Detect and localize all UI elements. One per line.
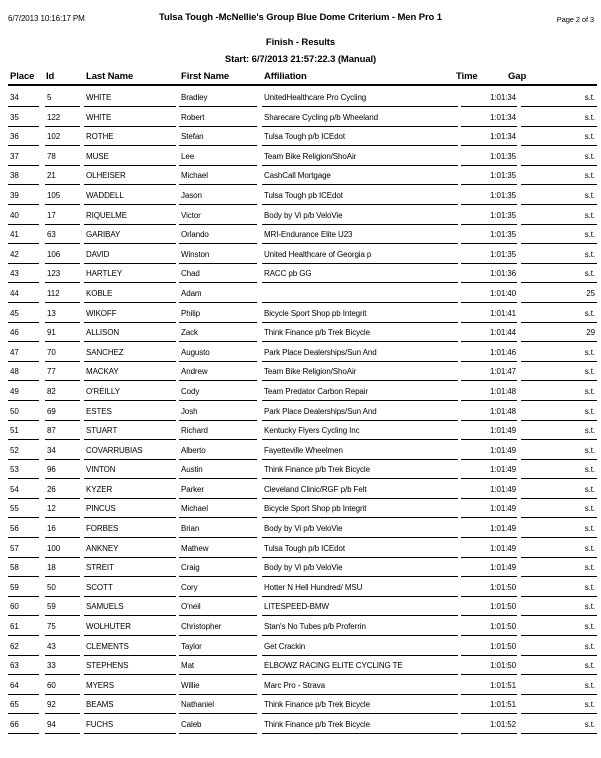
cell-affiliation: CashCall Mortgage bbox=[262, 167, 458, 185]
cell-time: 1:01:35 bbox=[461, 187, 517, 205]
cell-first-name: Lee bbox=[179, 148, 257, 166]
cell-time: 1:01:50 bbox=[461, 598, 517, 616]
table-row bbox=[0, 167, 601, 187]
cell-time: 1:01:51 bbox=[461, 677, 517, 695]
cell-time: 1:01:34 bbox=[461, 128, 517, 146]
cell-place: 39 bbox=[8, 187, 39, 205]
cell-affiliation: Kentucky Flyers Cycling Inc bbox=[262, 422, 458, 440]
cell-affiliation: RACC pb GG bbox=[262, 265, 458, 283]
cell-affiliation: Think Finance p/b Trek Bicycle bbox=[262, 324, 458, 342]
cell-last-name: RIQUELME bbox=[84, 207, 176, 225]
cell-last-name: DAVID bbox=[84, 246, 176, 264]
cell-last-name: CLEMENTS bbox=[84, 638, 176, 656]
cell-place: 42 bbox=[8, 246, 39, 264]
cell-last-name: MYERS bbox=[84, 677, 176, 695]
cell-affiliation: Get Crackin bbox=[262, 638, 458, 656]
cell-first-name: Mathew bbox=[179, 540, 257, 558]
cell-time: 1:01:50 bbox=[461, 579, 517, 597]
cell-affiliation: Stan's No Tubes p/b Proferrin bbox=[262, 618, 458, 636]
cell-first-name: Jason bbox=[179, 187, 257, 205]
cell-id: 43 bbox=[45, 638, 80, 656]
cell-gap: s.t. bbox=[521, 657, 597, 675]
cell-affiliation: Bicycle Sport Shop pb Integrit bbox=[262, 500, 458, 518]
column-header-id: Id bbox=[46, 71, 55, 82]
cell-place: 53 bbox=[8, 461, 39, 479]
cell-place: 60 bbox=[8, 598, 39, 616]
cell-place: 65 bbox=[8, 696, 39, 714]
cell-first-name: Victor bbox=[179, 207, 257, 225]
table-row bbox=[0, 207, 601, 227]
cell-last-name: STEPHENS bbox=[84, 657, 176, 675]
cell-affiliation: Think Finance p/b Trek Bicycle bbox=[262, 461, 458, 479]
cell-time: 1:01:41 bbox=[461, 305, 517, 323]
cell-id: 123 bbox=[45, 265, 80, 283]
cell-first-name: Bradley bbox=[179, 89, 257, 107]
cell-first-name: Caleb bbox=[179, 716, 257, 734]
cell-place: 45 bbox=[8, 305, 39, 323]
cell-affiliation: Tulsa Tough pb ICEdot bbox=[262, 187, 458, 205]
cell-last-name: O'REILLY bbox=[84, 383, 176, 401]
cell-first-name: Parker bbox=[179, 481, 257, 499]
cell-id: 63 bbox=[45, 226, 80, 244]
table-row bbox=[0, 246, 601, 266]
cell-affiliation bbox=[262, 285, 458, 303]
cell-gap: s.t. bbox=[521, 344, 597, 362]
cell-last-name: GARIBAY bbox=[84, 226, 176, 244]
column-header-last-name: Last Name bbox=[86, 71, 134, 82]
cell-time: 1:01:52 bbox=[461, 716, 517, 734]
cell-last-name: ALLISON bbox=[84, 324, 176, 342]
cell-gap: s.t. bbox=[521, 442, 597, 460]
cell-id: 87 bbox=[45, 422, 80, 440]
cell-last-name: BEAMS bbox=[84, 696, 176, 714]
table-row bbox=[0, 363, 601, 383]
table-column-headers bbox=[0, 71, 601, 85]
cell-last-name: STREIT bbox=[84, 559, 176, 577]
table-row bbox=[0, 148, 601, 168]
cell-id: 92 bbox=[45, 696, 80, 714]
cell-id: 12 bbox=[45, 500, 80, 518]
cell-id: 78 bbox=[45, 148, 80, 166]
table-row bbox=[0, 305, 601, 325]
cell-first-name: Nathaniel bbox=[179, 696, 257, 714]
cell-gap: s.t. bbox=[521, 716, 597, 734]
cell-affiliation: Think Finance p/b Trek Bicycle bbox=[262, 716, 458, 734]
cell-id: 60 bbox=[45, 677, 80, 695]
cell-gap: s.t. bbox=[521, 403, 597, 421]
race-start-time: Start: 6/7/2013 21:57:22.3 (Manual) bbox=[224, 54, 377, 65]
table-row bbox=[0, 579, 601, 599]
table-row bbox=[0, 109, 601, 129]
cell-affiliation: Body by Vi p/b VeloVie bbox=[262, 207, 458, 225]
cell-last-name: COVARRUBIAS bbox=[84, 442, 176, 460]
cell-first-name: Cory bbox=[179, 579, 257, 597]
cell-place: 49 bbox=[8, 383, 39, 401]
cell-last-name: VINTON bbox=[84, 461, 176, 479]
cell-last-name: STUART bbox=[84, 422, 176, 440]
table-row bbox=[0, 422, 601, 442]
cell-last-name: PINCUS bbox=[84, 500, 176, 518]
cell-id: 96 bbox=[45, 461, 80, 479]
cell-gap: s.t. bbox=[521, 559, 597, 577]
cell-gap: s.t. bbox=[521, 598, 597, 616]
cell-id: 82 bbox=[45, 383, 80, 401]
table-row bbox=[0, 89, 601, 109]
table-row bbox=[0, 657, 601, 677]
cell-last-name: OLHEISER bbox=[84, 167, 176, 185]
cell-last-name: ROTHE bbox=[84, 128, 176, 146]
cell-first-name: Mat bbox=[179, 657, 257, 675]
cell-time: 1:01:35 bbox=[461, 207, 517, 225]
cell-first-name: Richard bbox=[179, 422, 257, 440]
cell-time: 1:01:49 bbox=[461, 559, 517, 577]
cell-time: 1:01:47 bbox=[461, 363, 517, 381]
cell-place: 38 bbox=[8, 167, 39, 185]
cell-gap: s.t. bbox=[521, 500, 597, 518]
cell-last-name: KOBLE bbox=[84, 285, 176, 303]
cell-first-name: Winston bbox=[179, 246, 257, 264]
cell-place: 55 bbox=[8, 500, 39, 518]
cell-place: 48 bbox=[8, 363, 39, 381]
cell-first-name: Philip bbox=[179, 305, 257, 323]
cell-id: 21 bbox=[45, 167, 80, 185]
cell-id: 69 bbox=[45, 403, 80, 421]
cell-time: 1:01:48 bbox=[461, 383, 517, 401]
cell-id: 122 bbox=[45, 109, 80, 127]
cell-place: 58 bbox=[8, 559, 39, 577]
cell-affiliation: Tulsa Tough p/b ICEdot bbox=[262, 540, 458, 558]
cell-affiliation: Marc Pro - Strava bbox=[262, 677, 458, 695]
cell-last-name: MUSE bbox=[84, 148, 176, 166]
cell-time: 1:01:35 bbox=[461, 246, 517, 264]
cell-id: 18 bbox=[45, 559, 80, 577]
cell-first-name: Josh bbox=[179, 403, 257, 421]
cell-place: 62 bbox=[8, 638, 39, 656]
cell-gap: s.t. bbox=[521, 638, 597, 656]
cell-time: 1:01:34 bbox=[461, 109, 517, 127]
table-row bbox=[0, 540, 601, 560]
cell-place: 46 bbox=[8, 324, 39, 342]
cell-affiliation: Team Predator Carbon Repair bbox=[262, 383, 458, 401]
cell-place: 44 bbox=[8, 285, 39, 303]
cell-affiliation: Think Finance p/b Trek Bicycle bbox=[262, 696, 458, 714]
cell-affiliation: ELBOWZ RACING ELITE CYCLING TE bbox=[262, 657, 458, 675]
cell-first-name: Chad bbox=[179, 265, 257, 283]
cell-affiliation: MRI-Endurance Elite U23 bbox=[262, 226, 458, 244]
cell-affiliation: Sharecare Cycling p/b Wheeland bbox=[262, 109, 458, 127]
cell-first-name: Orlando bbox=[179, 226, 257, 244]
table-row bbox=[0, 520, 601, 540]
cell-place: 51 bbox=[8, 422, 39, 440]
cell-time: 1:01:50 bbox=[461, 618, 517, 636]
cell-last-name: WIKOFF bbox=[84, 305, 176, 323]
cell-first-name: Michael bbox=[179, 500, 257, 518]
cell-id: 13 bbox=[45, 305, 80, 323]
cell-time: 1:01:36 bbox=[461, 265, 517, 283]
cell-place: 64 bbox=[8, 677, 39, 695]
cell-gap: s.t. bbox=[521, 481, 597, 499]
cell-place: 50 bbox=[8, 403, 39, 421]
cell-id: 102 bbox=[45, 128, 80, 146]
cell-id: 59 bbox=[45, 598, 80, 616]
table-row bbox=[0, 638, 601, 658]
cell-place: 37 bbox=[8, 148, 39, 166]
cell-affiliation: Hotter N Hell Hundred/ MSU bbox=[262, 579, 458, 597]
cell-time: 1:01:49 bbox=[461, 520, 517, 538]
column-header-time: Time bbox=[456, 71, 478, 82]
cell-id: 106 bbox=[45, 246, 80, 264]
table-row bbox=[0, 324, 601, 344]
cell-id: 26 bbox=[45, 481, 80, 499]
cell-gap: 25 bbox=[521, 285, 597, 303]
cell-last-name: WOLHUTER bbox=[84, 618, 176, 636]
cell-first-name: Augusto bbox=[179, 344, 257, 362]
table-row bbox=[0, 598, 601, 618]
cell-first-name: Brian bbox=[179, 520, 257, 538]
cell-affiliation: Team Bike Religion/ShoAir bbox=[262, 363, 458, 381]
cell-place: 34 bbox=[8, 89, 39, 107]
cell-gap: s.t. bbox=[521, 148, 597, 166]
cell-gap: s.t. bbox=[521, 128, 597, 146]
header-divider-rule bbox=[8, 84, 597, 86]
cell-time: 1:01:50 bbox=[461, 657, 517, 675]
report-title: Tulsa Tough -McNellie's Group Blue Dome Criterium - Men Pro 1 bbox=[159, 12, 442, 23]
cell-place: 43 bbox=[8, 265, 39, 283]
table-row bbox=[0, 696, 601, 716]
cell-place: 36 bbox=[8, 128, 39, 146]
cell-affiliation: Tulsa Tough p/b ICEdot bbox=[262, 128, 458, 146]
cell-affiliation: Park Place Dealerships/Sun And bbox=[262, 344, 458, 362]
table-row bbox=[0, 442, 601, 462]
cell-time: 1:01:44 bbox=[461, 324, 517, 342]
cell-first-name: Adam bbox=[179, 285, 257, 303]
cell-place: 40 bbox=[8, 207, 39, 225]
cell-last-name: FORBES bbox=[84, 520, 176, 538]
cell-time: 1:01:50 bbox=[461, 638, 517, 656]
cell-time: 1:01:49 bbox=[461, 422, 517, 440]
cell-place: 56 bbox=[8, 520, 39, 538]
cell-place: 61 bbox=[8, 618, 39, 636]
cell-place: 52 bbox=[8, 442, 39, 460]
cell-time: 1:01:35 bbox=[461, 148, 517, 166]
cell-gap: s.t. bbox=[521, 579, 597, 597]
cell-time: 1:01:49 bbox=[461, 540, 517, 558]
cell-gap: s.t. bbox=[521, 305, 597, 323]
cell-id: 100 bbox=[45, 540, 80, 558]
cell-last-name: SANCHEZ bbox=[84, 344, 176, 362]
cell-last-name: MACKAY bbox=[84, 363, 176, 381]
cell-time: 1:01:49 bbox=[461, 442, 517, 460]
cell-gap: s.t. bbox=[521, 363, 597, 381]
cell-gap: s.t. bbox=[521, 618, 597, 636]
page-number: Page 2 of 3 bbox=[556, 15, 594, 24]
cell-gap: s.t. bbox=[521, 520, 597, 538]
cell-place: 66 bbox=[8, 716, 39, 734]
cell-id: 94 bbox=[45, 716, 80, 734]
cell-affiliation: Park Place Dealerships/Sun And bbox=[262, 403, 458, 421]
cell-time: 1:01:49 bbox=[461, 500, 517, 518]
table-row bbox=[0, 187, 601, 207]
cell-gap: s.t. bbox=[521, 461, 597, 479]
cell-gap: s.t. bbox=[521, 265, 597, 283]
cell-place: 41 bbox=[8, 226, 39, 244]
cell-id: 77 bbox=[45, 363, 80, 381]
table-row bbox=[0, 383, 601, 403]
table-row bbox=[0, 677, 601, 697]
cell-first-name: Cody bbox=[179, 383, 257, 401]
cell-first-name: Alberto bbox=[179, 442, 257, 460]
cell-gap: s.t. bbox=[521, 187, 597, 205]
cell-gap: s.t. bbox=[521, 167, 597, 185]
cell-last-name: HARTLEY bbox=[84, 265, 176, 283]
cell-affiliation: Team Bike Religion/ShoAir bbox=[262, 148, 458, 166]
column-header-first-name: First Name bbox=[181, 71, 230, 82]
table-row bbox=[0, 285, 601, 305]
cell-time: 1:01:49 bbox=[461, 461, 517, 479]
table-row bbox=[0, 559, 601, 579]
cell-first-name: Taylor bbox=[179, 638, 257, 656]
cell-first-name: Christopher bbox=[179, 618, 257, 636]
column-header-place: Place bbox=[10, 71, 35, 82]
cell-affiliation: United Healthcare of Georgia p bbox=[262, 246, 458, 264]
cell-id: 16 bbox=[45, 520, 80, 538]
cell-last-name: WADDELL bbox=[84, 187, 176, 205]
table-row bbox=[0, 481, 601, 501]
cell-id: 50 bbox=[45, 579, 80, 597]
table-row bbox=[0, 265, 601, 285]
cell-first-name: Michael bbox=[179, 167, 257, 185]
cell-last-name: SCOTT bbox=[84, 579, 176, 597]
cell-gap: s.t. bbox=[521, 207, 597, 225]
table-row bbox=[0, 716, 601, 736]
cell-id: 70 bbox=[45, 344, 80, 362]
cell-place: 57 bbox=[8, 540, 39, 558]
cell-affiliation: LITESPEED-BMW bbox=[262, 598, 458, 616]
cell-time: 1:01:35 bbox=[461, 167, 517, 185]
cell-last-name: ANKNEY bbox=[84, 540, 176, 558]
cell-gap: s.t. bbox=[521, 226, 597, 244]
cell-last-name: FUCHS bbox=[84, 716, 176, 734]
table-row bbox=[0, 344, 601, 364]
cell-id: 33 bbox=[45, 657, 80, 675]
cell-last-name: KYZER bbox=[84, 481, 176, 499]
cell-id: 5 bbox=[45, 89, 80, 107]
report-subtitle: Finish - Results bbox=[265, 37, 336, 48]
cell-gap: s.t. bbox=[521, 677, 597, 695]
results-table-body bbox=[0, 89, 601, 736]
cell-gap: s.t. bbox=[521, 383, 597, 401]
cell-first-name: Willie bbox=[179, 677, 257, 695]
cell-time: 1:01:34 bbox=[461, 89, 517, 107]
printed-timestamp: 6/7/2013 10:16:17 PM bbox=[8, 14, 85, 23]
cell-first-name: O'neil bbox=[179, 598, 257, 616]
cell-time: 1:01:40 bbox=[461, 285, 517, 303]
cell-id: 75 bbox=[45, 618, 80, 636]
cell-last-name: ESTES bbox=[84, 403, 176, 421]
table-row bbox=[0, 461, 601, 481]
cell-id: 105 bbox=[45, 187, 80, 205]
cell-gap: 29 bbox=[521, 324, 597, 342]
cell-time: 1:01:51 bbox=[461, 696, 517, 714]
cell-place: 47 bbox=[8, 344, 39, 362]
cell-place: 54 bbox=[8, 481, 39, 499]
column-header-affiliation: Affiliation bbox=[264, 71, 307, 82]
cell-gap: s.t. bbox=[521, 246, 597, 264]
cell-affiliation: Cleveland Clinic/RGF p/b Felt bbox=[262, 481, 458, 499]
table-row bbox=[0, 500, 601, 520]
column-header-gap: Gap bbox=[508, 71, 527, 82]
cell-time: 1:01:49 bbox=[461, 481, 517, 499]
cell-last-name: WHITE bbox=[84, 89, 176, 107]
cell-place: 35 bbox=[8, 109, 39, 127]
cell-last-name: WHITE bbox=[84, 109, 176, 127]
cell-affiliation: Bicycle Sport Shop pb Integrit bbox=[262, 305, 458, 323]
cell-affiliation: UnitedHealthcare Pro Cycling bbox=[262, 89, 458, 107]
cell-first-name: Zack bbox=[179, 324, 257, 342]
cell-time: 1:01:48 bbox=[461, 403, 517, 421]
cell-gap: s.t. bbox=[521, 696, 597, 714]
cell-id: 112 bbox=[45, 285, 80, 303]
cell-last-name: SAMUELS bbox=[84, 598, 176, 616]
cell-place: 59 bbox=[8, 579, 39, 597]
table-row bbox=[0, 128, 601, 148]
cell-gap: s.t. bbox=[521, 422, 597, 440]
table-row bbox=[0, 226, 601, 246]
cell-time: 1:01:46 bbox=[461, 344, 517, 362]
cell-id: 17 bbox=[45, 207, 80, 225]
cell-first-name: Robert bbox=[179, 109, 257, 127]
cell-first-name: Andrew bbox=[179, 363, 257, 381]
cell-affiliation: Body by Vi p/b VeloVie bbox=[262, 559, 458, 577]
cell-first-name: Austin bbox=[179, 461, 257, 479]
cell-first-name: Stefan bbox=[179, 128, 257, 146]
cell-gap: s.t. bbox=[521, 89, 597, 107]
cell-affiliation: Body by Vi p/b VeloVie bbox=[262, 520, 458, 538]
cell-place: 63 bbox=[8, 657, 39, 675]
cell-gap: s.t. bbox=[521, 109, 597, 127]
table-row bbox=[0, 618, 601, 638]
cell-id: 91 bbox=[45, 324, 80, 342]
cell-time: 1:01:35 bbox=[461, 226, 517, 244]
cell-id: 34 bbox=[45, 442, 80, 460]
cell-affiliation: Fayetteville Wheelmen bbox=[262, 442, 458, 460]
cell-first-name: Craig bbox=[179, 559, 257, 577]
table-row bbox=[0, 403, 601, 423]
cell-gap: s.t. bbox=[521, 540, 597, 558]
